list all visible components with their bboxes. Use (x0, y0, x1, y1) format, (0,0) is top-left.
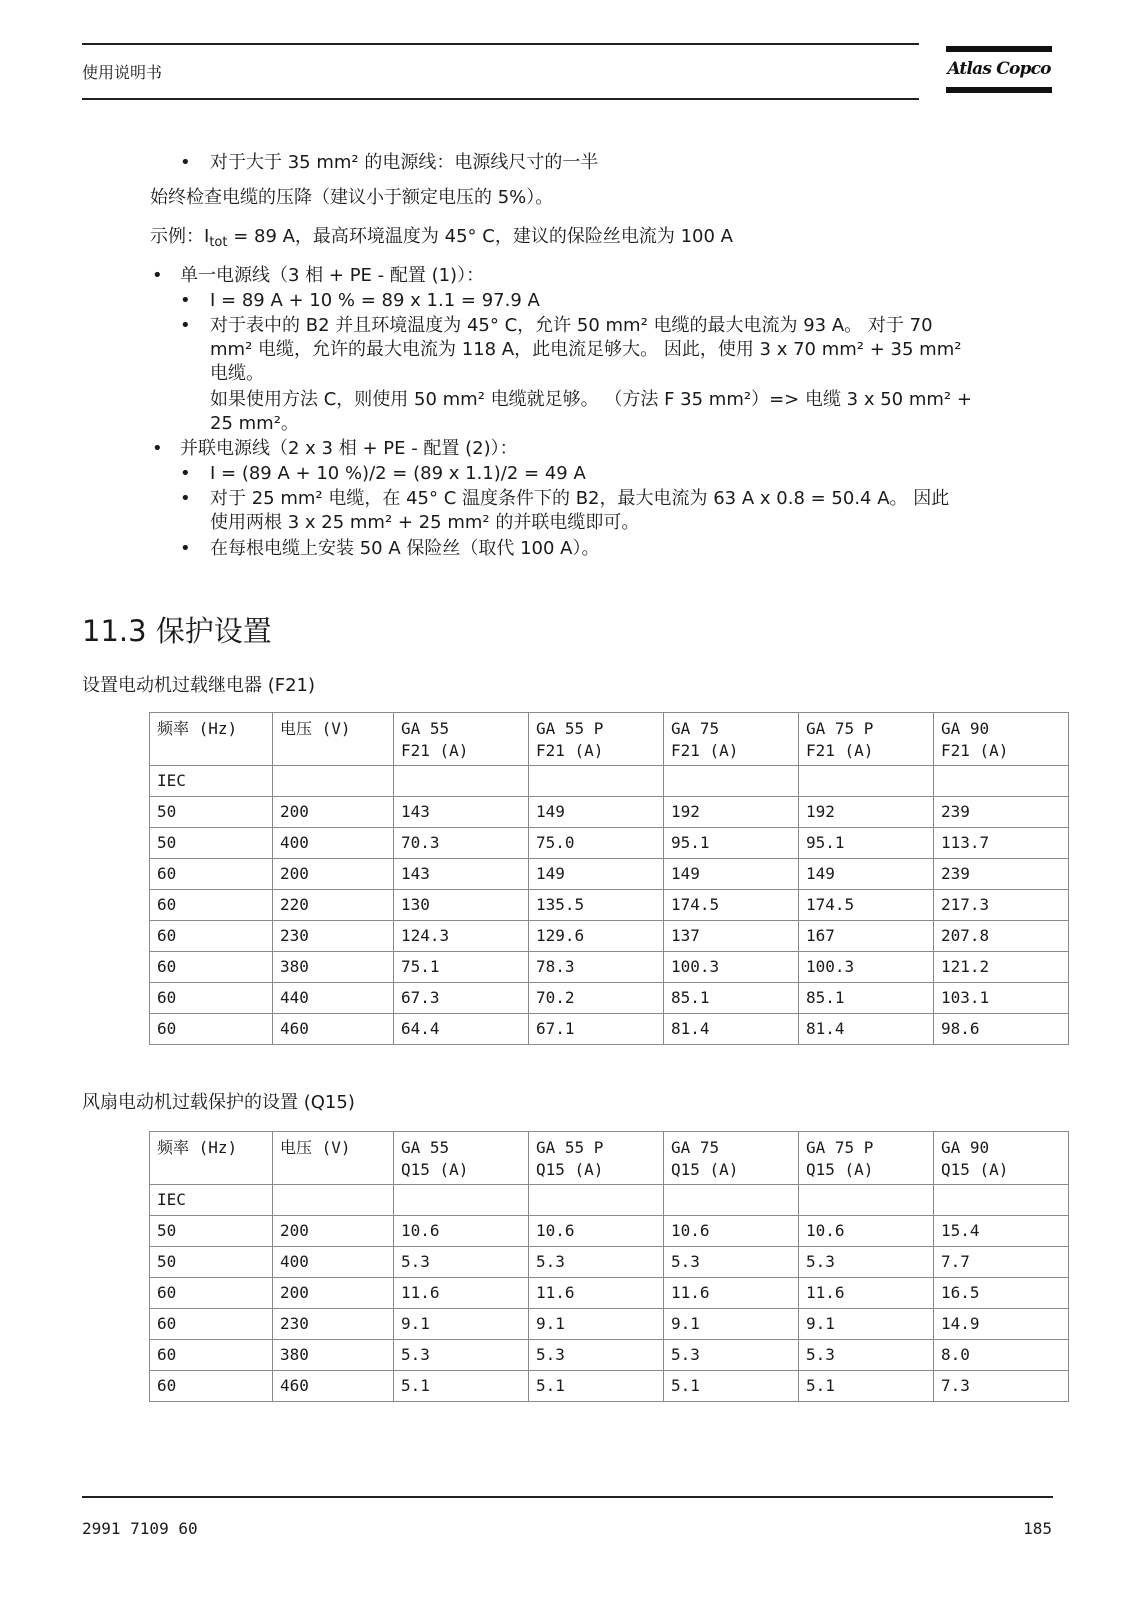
table-cell: 217.3 (934, 890, 1069, 921)
bullet-icon: • (152, 438, 163, 459)
bullet-icon: • (180, 315, 191, 336)
header-line: GA 90 (941, 719, 990, 738)
table-cell: 135.5 (529, 890, 664, 921)
table-cell: 95.1 (664, 828, 799, 859)
table-cell: 174.5 (664, 890, 799, 921)
empty-cell (529, 1185, 664, 1216)
table-cell: 5.3 (664, 1340, 799, 1371)
table-row (150, 1340, 1069, 1371)
header-line: F21 (A) (536, 741, 604, 760)
table-cell: 380 (273, 1340, 394, 1371)
table-cell: 11.6 (799, 1278, 934, 1309)
table-cell: 137 (664, 921, 799, 952)
table-cell: 70.3 (394, 828, 529, 859)
header-line: 频率 (Hz) (157, 719, 238, 738)
iec-label-cell: IEC (150, 766, 273, 797)
header-line: 电压 (V) (280, 1138, 351, 1157)
parallel-item: 在每根电缆上安装 50 A 保险丝（取代 100 A）。 (210, 538, 600, 559)
table-cell: 67.3 (394, 983, 529, 1014)
table-header-row (150, 1132, 1069, 1185)
table-f21-title: 设置电动机过载继电器 (F21) (82, 675, 316, 696)
table-cell: 124.3 (394, 921, 529, 952)
table-f21 (149, 712, 1069, 1045)
header-line: Q15 (A) (401, 1160, 469, 1179)
table-cell: 380 (273, 952, 394, 983)
footer-page-number: 185 (1023, 1519, 1052, 1538)
table-cell: 98.6 (934, 1014, 1069, 1045)
table-cell: 60 (150, 983, 273, 1014)
example-line (150, 225, 733, 255)
table-cell: 174.5 (799, 890, 934, 921)
single-item: 对于表中的 B2 并且环境温度为 45° C，允许 50 mm² 电缆的最大电流为 93 A。 对于 70 (210, 315, 933, 336)
table-cell: 95.1 (799, 828, 934, 859)
table-header-cell (529, 713, 664, 766)
atlas-copco-logo (946, 46, 1052, 100)
table-cell: 60 (150, 1309, 273, 1340)
table-row (150, 797, 1069, 828)
single-item: mm² 电缆，允许的最大电流为 118 A，此电流足够大。 因此，使用 3 x 70 mm² + 35 mm² (210, 339, 962, 360)
table-cell: 5.3 (664, 1247, 799, 1278)
table-row (150, 890, 1069, 921)
logo-bar-top (946, 46, 1052, 52)
table-cell: 11.6 (529, 1278, 664, 1309)
table-row (150, 1278, 1069, 1309)
table-cell: 60 (150, 952, 273, 983)
header-line: GA 75 (671, 1138, 720, 1157)
table-cell: 60 (150, 1371, 273, 1402)
table-cell: 81.4 (664, 1014, 799, 1045)
table-header-row (150, 713, 1069, 766)
table-cell: 9.1 (529, 1309, 664, 1340)
header-line: GA 55 (401, 1138, 450, 1157)
table-cell: 143 (394, 859, 529, 890)
table-iec-row (150, 766, 1069, 797)
logo-wordmark: Atlas Copco (947, 59, 1051, 79)
parallel-supply-title: 并联电源线（2 x 3 相 + PE - 配置 (2)）： (180, 438, 518, 459)
table-row (150, 1309, 1069, 1340)
logo-bar-bottom (946, 87, 1052, 93)
table-cell: 16.5 (934, 1278, 1069, 1309)
parallel-item: I = (89 A + 10 %)/2 = (89 x 1.1)/2 = 49 A (210, 463, 586, 484)
table-cell: 9.1 (799, 1309, 934, 1340)
single-item: 如果使用方法 C，则使用 50 mm² 电缆就足够。 （方法 F 35 mm²）=> 电缆 3 x 50 mm² + (210, 389, 972, 410)
table-cell: 5.1 (529, 1371, 664, 1402)
table-row (150, 952, 1069, 983)
table-cell: 60 (150, 1014, 273, 1045)
table-cell: 5.1 (664, 1371, 799, 1402)
table-cell: 149 (529, 797, 664, 828)
table-header-cell (394, 713, 529, 766)
header-rule-bottom (82, 98, 919, 100)
bullet-icon: • (180, 538, 191, 559)
empty-cell (799, 766, 934, 797)
example-subscript: tot (209, 235, 228, 250)
header-line: 电压 (V) (280, 719, 351, 738)
table-cell: 11.6 (394, 1278, 529, 1309)
header-line: Q15 (A) (941, 1160, 1009, 1179)
empty-cell (934, 1185, 1069, 1216)
table-cell: 15.4 (934, 1216, 1069, 1247)
table-cell: 460 (273, 1014, 394, 1045)
bullet-icon: • (180, 290, 191, 311)
table-cell: 143 (394, 797, 529, 828)
header-line: GA 90 (941, 1138, 990, 1157)
table-row (150, 1247, 1069, 1278)
table-row (150, 921, 1069, 952)
table-cell: 230 (273, 921, 394, 952)
table-cell: 113.7 (934, 828, 1069, 859)
example-label: 示例： (150, 226, 204, 247)
table-cell: 207.8 (934, 921, 1069, 952)
table-q15 (149, 1131, 1069, 1402)
table-cell: 60 (150, 859, 273, 890)
header-line: F21 (A) (941, 741, 1009, 760)
table-cell: 200 (273, 1278, 394, 1309)
table-cell: 60 (150, 921, 273, 952)
table-cell: 200 (273, 859, 394, 890)
header-line: GA 55 P (536, 719, 604, 738)
table-cell: 239 (934, 859, 1069, 890)
header-line: Q15 (A) (806, 1160, 874, 1179)
example-text: = 89 A，最高环境温度为 45° C，建议的保险丝电流为 100 A (227, 226, 733, 247)
table-row (150, 1371, 1069, 1402)
table-cell: 5.3 (799, 1340, 934, 1371)
header-line: GA 75 P (806, 1138, 874, 1157)
table-row (150, 1014, 1069, 1045)
table-cell: 60 (150, 890, 273, 921)
header-rule-top (82, 43, 919, 45)
table-cell: 230 (273, 1309, 394, 1340)
table-row (150, 828, 1069, 859)
empty-cell (273, 766, 394, 797)
table-cell: 11.6 (664, 1278, 799, 1309)
header-line: GA 55 P (536, 1138, 604, 1157)
table-cell: 5.3 (394, 1340, 529, 1371)
bullet-icon: • (180, 463, 191, 484)
table-cell: 5.1 (799, 1371, 934, 1402)
header-line: F21 (A) (806, 741, 874, 760)
section-heading: 11.3 保护设置 (82, 614, 272, 648)
table-cell: 5.3 (394, 1247, 529, 1278)
table-cell: 167 (799, 921, 934, 952)
table-cell: 5.1 (394, 1371, 529, 1402)
table-cell: 239 (934, 797, 1069, 828)
table-cell: 10.6 (394, 1216, 529, 1247)
table-iec-row (150, 1185, 1069, 1216)
table-cell: 5.3 (529, 1340, 664, 1371)
table-cell: 149 (529, 859, 664, 890)
parallel-item: 对于 25 mm² 电缆，在 45° C 温度条件下的 B2，最大电流为 63 A x 0.8 = 50.4 A。 因此 (210, 488, 950, 509)
table-header-cell (799, 713, 934, 766)
table-header-cell (664, 713, 799, 766)
table-row (150, 859, 1069, 890)
table-cell: 70.2 (529, 983, 664, 1014)
footer-rule (82, 1496, 1053, 1498)
bullet-icon: • (180, 488, 191, 509)
single-supply-title: 单一电源线（3 相 + PE - 配置 (1)）： (180, 265, 485, 286)
table-cell: 75.1 (394, 952, 529, 983)
table-q15-title: 风扇电动机过载保护的设置 (Q15) (82, 1092, 355, 1113)
empty-cell (799, 1185, 934, 1216)
table-cell: 200 (273, 1216, 394, 1247)
table-cell: 129.6 (529, 921, 664, 952)
table-cell: 85.1 (799, 983, 934, 1014)
table-cell: 50 (150, 1216, 273, 1247)
single-item: 电缆。 (210, 363, 264, 384)
table-header-cell (394, 1132, 529, 1185)
table-cell: 7.3 (934, 1371, 1069, 1402)
table-cell: 10.6 (799, 1216, 934, 1247)
table-q15-body (150, 1132, 1069, 1402)
table-cell: 60 (150, 1278, 273, 1309)
table-cell: 100.3 (799, 952, 934, 983)
table-cell: 14.9 (934, 1309, 1069, 1340)
table-row (150, 1216, 1069, 1247)
table-cell: 103.1 (934, 983, 1069, 1014)
table-cell: 8.0 (934, 1340, 1069, 1371)
table-cell: 400 (273, 1247, 394, 1278)
header-line: GA 75 P (806, 719, 874, 738)
header-line: GA 75 (671, 719, 720, 738)
table-header-cell (934, 713, 1069, 766)
table-cell: 50 (150, 797, 273, 828)
bullet-half-size: 对于大于 35 mm² 的电源线：电源线尺寸的一半 (210, 152, 599, 173)
table-cell: 149 (799, 859, 934, 890)
table-header-cell (273, 713, 394, 766)
table-cell: 220 (273, 890, 394, 921)
table-f21-body (150, 713, 1069, 1045)
empty-cell (394, 766, 529, 797)
table-cell: 81.4 (799, 1014, 934, 1045)
table-cell: 64.4 (394, 1014, 529, 1045)
table-row (150, 983, 1069, 1014)
header-line: Q15 (A) (671, 1160, 739, 1179)
table-header-cell (150, 1132, 273, 1185)
header-line: Q15 (A) (536, 1160, 604, 1179)
table-cell: 60 (150, 1340, 273, 1371)
table-cell: 10.6 (529, 1216, 664, 1247)
header-title: 使用说明书 (82, 63, 163, 82)
table-header-cell (799, 1132, 934, 1185)
table-header-cell (934, 1132, 1069, 1185)
table-cell: 192 (799, 797, 934, 828)
example-i: I (204, 226, 210, 247)
table-cell: 130 (394, 890, 529, 921)
table-cell: 200 (273, 797, 394, 828)
table-header-cell (529, 1132, 664, 1185)
single-item: 25 mm²。 (210, 413, 299, 434)
table-cell: 400 (273, 828, 394, 859)
table-cell: 192 (664, 797, 799, 828)
table-cell: 67.1 (529, 1014, 664, 1045)
header-line: F21 (A) (401, 741, 469, 760)
table-cell: 50 (150, 828, 273, 859)
header-line: 频率 (Hz) (157, 1138, 238, 1157)
table-cell: 149 (664, 859, 799, 890)
header-line: F21 (A) (671, 741, 739, 760)
iec-label-cell: IEC (150, 1185, 273, 1216)
table-header-cell (273, 1132, 394, 1185)
table-cell: 78.3 (529, 952, 664, 983)
bullet-icon: • (180, 152, 191, 173)
empty-cell (394, 1185, 529, 1216)
single-item: I = 89 A + 10 % = 89 x 1.1 = 97.9 A (210, 290, 540, 311)
table-cell: 10.6 (664, 1216, 799, 1247)
table-cell: 75.0 (529, 828, 664, 859)
table-cell: 9.1 (394, 1309, 529, 1340)
empty-cell (664, 766, 799, 797)
empty-cell (664, 1185, 799, 1216)
parallel-item: 使用两根 3 x 25 mm² + 25 mm² 的并联电缆即可。 (210, 512, 640, 533)
table-cell: 440 (273, 983, 394, 1014)
table-cell: 85.1 (664, 983, 799, 1014)
table-cell: 5.3 (529, 1247, 664, 1278)
table-cell: 5.3 (799, 1247, 934, 1278)
table-header-cell (664, 1132, 799, 1185)
table-cell: 121.2 (934, 952, 1069, 983)
bullet-icon: • (152, 265, 163, 286)
table-cell: 50 (150, 1247, 273, 1278)
table-cell: 9.1 (664, 1309, 799, 1340)
empty-cell (529, 766, 664, 797)
empty-cell (273, 1185, 394, 1216)
header-line: GA 55 (401, 719, 450, 738)
empty-cell (934, 766, 1069, 797)
table-header-cell (150, 713, 273, 766)
table-cell: 460 (273, 1371, 394, 1402)
check-voltage-drop: 始终检查电缆的压降（建议小于额定电压的 5%）。 (150, 187, 554, 208)
footer-doc-number: 2991 7109 60 (82, 1519, 198, 1538)
table-cell: 100.3 (664, 952, 799, 983)
table-cell: 7.7 (934, 1247, 1069, 1278)
